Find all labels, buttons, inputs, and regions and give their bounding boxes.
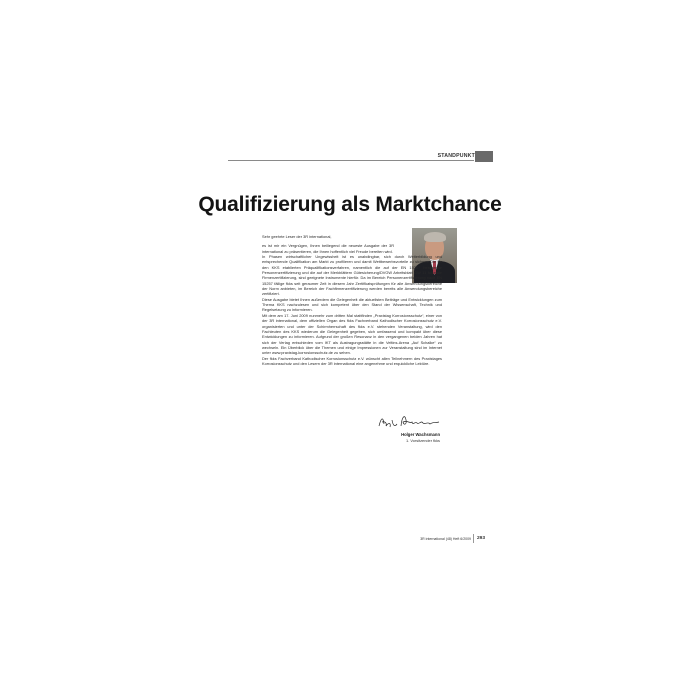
publication-footer: 3R international (48) Heft 6/2009 xyxy=(420,537,471,541)
handwritten-signature xyxy=(375,412,445,432)
editorial-letter xyxy=(262,234,442,366)
paragraph: es ist mir ein Vergnügen, Ihnen beiliegend die neueste Ausgabe der 3R international zu präsentieren, die Ihnen hoffentlich viel Freude bereiten wird. xyxy=(262,243,394,254)
signatory-name: Holger Wachsmann xyxy=(401,432,440,437)
section-color-block xyxy=(475,151,493,162)
paragraph: In Phasen wirtschaftlicher Ungewissheit ist es unabdingbar, sich durch Weiterbildung und entsprechende Qualifikation am Markt zu profilieren und damit Wettbewerbsvorteile zu sichern. Die für den KKS etablierten Präqualifikationsverfahren, namentlich die auf der EN 15257 beruhende Personenzertifizierung und die auf der Merkblättern Gütesicherung/DVGW Arbeitsblatt GW 11 fußende Firmenzertifizierung, sind geeignete Instrumente hierfür. Da im Bereich Personenzertifizierung nach EN 15257 fällige fkks seit geraumer Zeit in diesem Jahr Zertifikatsprüfungen für alle Anwendungsbereiche der Norm anbieten, im Bereich der Fachfirmenzertifizierung werden bereits alle Anwendungsbereiche zertifiziert. xyxy=(262,254,442,297)
article-title: Qualifizierung als Marktchance xyxy=(198,193,502,216)
salutation: Sehr geehrte Leser der 3R international, xyxy=(262,234,332,239)
signatory-role: 1. Vorsitzender fkks xyxy=(406,438,440,443)
paragraph: Der fkks Fachverband Kathodischer Korrosionsschutz e.V. wünscht allen Teilnehmern des Praxistages Korrosionsschutz und den Lesern der 3R international eine angenehme und erquickliche Lektüre. xyxy=(262,355,442,366)
paragraph: Mit dem am 17. Juni 2009 nunmehr zum dritten Mal stattfinden „Praxistag Korrosionsschutz“, einer von der 3R international, dem offiziellen Organ des fkks Fachverband Kathodischer Korrosionsschutz e.V. organisierten und unter der Schirmherrschaft des fkks e.V. stehenden Veranstaltung, wird den Fachleuten des KKS wiederum die Gelegenheit gegeben, sich umfassend und kompakt über diese Entwicklungen zu informieren. Aufgrund der großen Resonanz in den vergangenen beiden Jahren hat sich der Verlag entschieden vom IKT als Austragungsstätte in die Veltins-Arena „Auf Schalke“ zu wechseln. Ein Überblick über die Themen und einige Impressionen zur Veranstaltung sind im Internet unter www.praxistag-korrosionsschutz.de zu sehen. xyxy=(262,312,442,356)
section-label: STANDPUNKT xyxy=(437,153,475,159)
paragraph: Diese Ausgabe bietet Ihnen außerdem die Gelegenheit die aktuellsten Beiträge und Entwicklungen zum Thema KKS nachzulesen und sich kompetent über den Stand der Wissenschaft, Technik und Regelsetzung zu informieren. xyxy=(262,296,442,313)
page-number: 293 xyxy=(473,534,488,543)
